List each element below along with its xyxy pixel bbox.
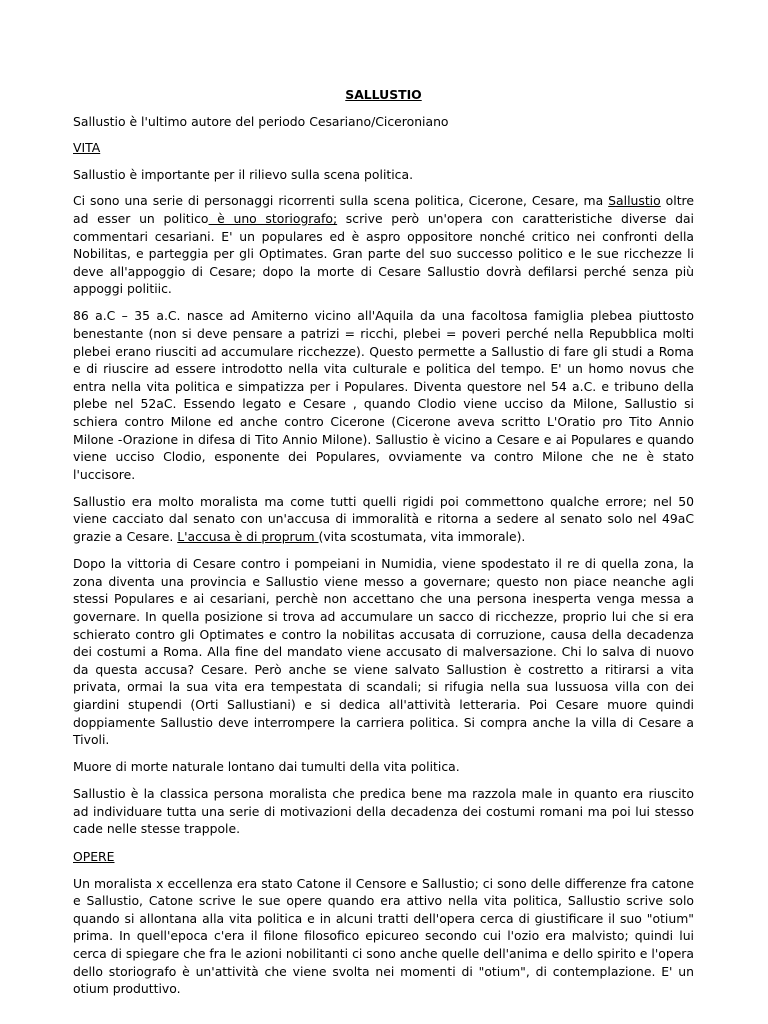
text-run: scrive però un'opera con caratteristiche diverse dai commentari cesariani. E' un populares ed è aspro oppositore nonché critico nei confronti della Nobilitas, e parteggia per gli Optimates. Gran parte del suo successo politico e le sue ricchezze li deve all'appoggio di Cesare; dopo la morte di Cesare Sallustio dovrà defilarsi perché senza più appoggi politiic. [73,210,694,297]
text-run: (vita scostumata, vita immorale). [318,529,526,545]
intro-line: Sallustio è l'ultimo autore del periodo Cesariano/Ciceroniano [73,113,449,129]
document-body [73,86,694,1007]
paragraph: Dopo la vittoria di Cesare contro i pompeiani in Numidia, viene spodestato il re di quella zona, la zona diventa una provincia e Sallustio viene messo a governare; questo non piace neanche agli stessi Populares e ai cesariani, perchè non accettano che una persona inesperta venga messa a governare. In quella posizione si trova ad accumulare un sacco di ricchezze, proprio lui che si era schierato contro gli Optimates e contro la nobilitas accusata di corruzione, causa della decadenza dei costumi a Roma. Alla fine del mandato viene accusato di malversazione. Chi lo salva di nuovo da questa accusa? Cesare. Però anche se viene salvato Sallustion è costretto a ritirarsi a vita privata, ormai la sua vita era tempestata di scandali; si rifugia nella sua lussuosa villa con dei giardini stupendi (Orti Sallustiani) e si dedica all'attività letteraria. Poi Cesare muore quindi doppiamente Sallustio deve interrompere la carriera politica. Si compra anche la villa di Cesare a Tivoli. [73,556,694,748]
page-title: SALLUSTIO [345,87,422,102]
paragraph: Un moralista x eccellenza era stato Catone il Censore e Sallustio; ci sono delle differenze fra catone e Sallustio, Catone scrive le sue opere quando era attivo nella vita politica, Sallustio scrive solo quando si allontana alla vita politica e in alcuni tratti dell'opera cerca di giustificare il suo "otium" prima. In quell'epoca c'era il filone filosofico epicureo secondo cui l'ozio era malvisto; quindi lui cerca di spiegare che fra le azioni nobilitanti ci sono anche quelle dell'anima e dello spirito e l'opera dello storiografo è un'attività che viene svolta nei momenti di "otium", di contemplazione. E' un otium produttivo. [73,875,694,997]
underlined-text: L'accusa è di proprum [177,529,319,545]
paragraph: Sallustio è la classica persona moralista che predica bene ma razzola male in quanto era riuscito ad individuare tutta una serie di motivazioni della decadenza dei costumi romani ma poi lui stesso cade nelle stesse trappole. [73,786,694,837]
paragraph: Sallustio è importante per il rilievo sulla scena politica. [73,166,414,182]
text-run: oltre ad esser un politico [73,193,694,226]
underlined-text: Sallustio [608,193,661,209]
section-heading-opere: OPERE [73,848,115,864]
underlined-text: è uno storiografo; [208,210,338,226]
text-run: Ci sono una serie di personaggi ricorrenti sulla scena politica, Cicerone, Cesare, ma [73,193,609,209]
section-heading-vita: VITA [73,140,101,156]
paragraph: Muore di morte naturale lontano dai tumulti della vita politica. [73,759,460,775]
paragraph [73,192,694,298]
paragraph: 86 a.C – 35 a.C. nasce ad Amiterno vicino all'Aquila da una facoltosa famiglia plebea piuttosto benestante (non si deve pensare a patrizi = ricchi, plebei = poveri perché nella Repubblica molti plebei erano riusciti ad accumulare ricchezze). Questo permette a Sallustio di fare gli studi a Roma e di riuscire ad essere introdotto nella vita culturale e politica del tempo. E' un homo novus che entra nella vita politica e simpatizza per i Populares. Diventa questore nel 54 a.C. e tribuno della plebe nel 52aC. Essendo legato e Cesare , quando Clodio viene ucciso da Milone, Sallustio si schiera contro Milone ed anche contro Cicerone (Cicerone aveva scritto L'Oratio pro Tito Annio Milone -Orazione in difesa di Tito Annio Milone). Sallustio è vicino a Cesare e ai Populares e quando viene ucciso Clodio, esponente dei Populares, ovviamente va contro Milone che ne è stato l'uccisore. [73,308,694,482]
text-run: Sallustio era molto moralista ma come tutti quelli rigidi poi commettono qualche errore; nel 50 viene cacciato dal senato con un'accusa di immoralità e ritorna a sedere al senato solo nel 49aC grazie a Cesare. [73,493,694,545]
paragraph [73,493,694,546]
